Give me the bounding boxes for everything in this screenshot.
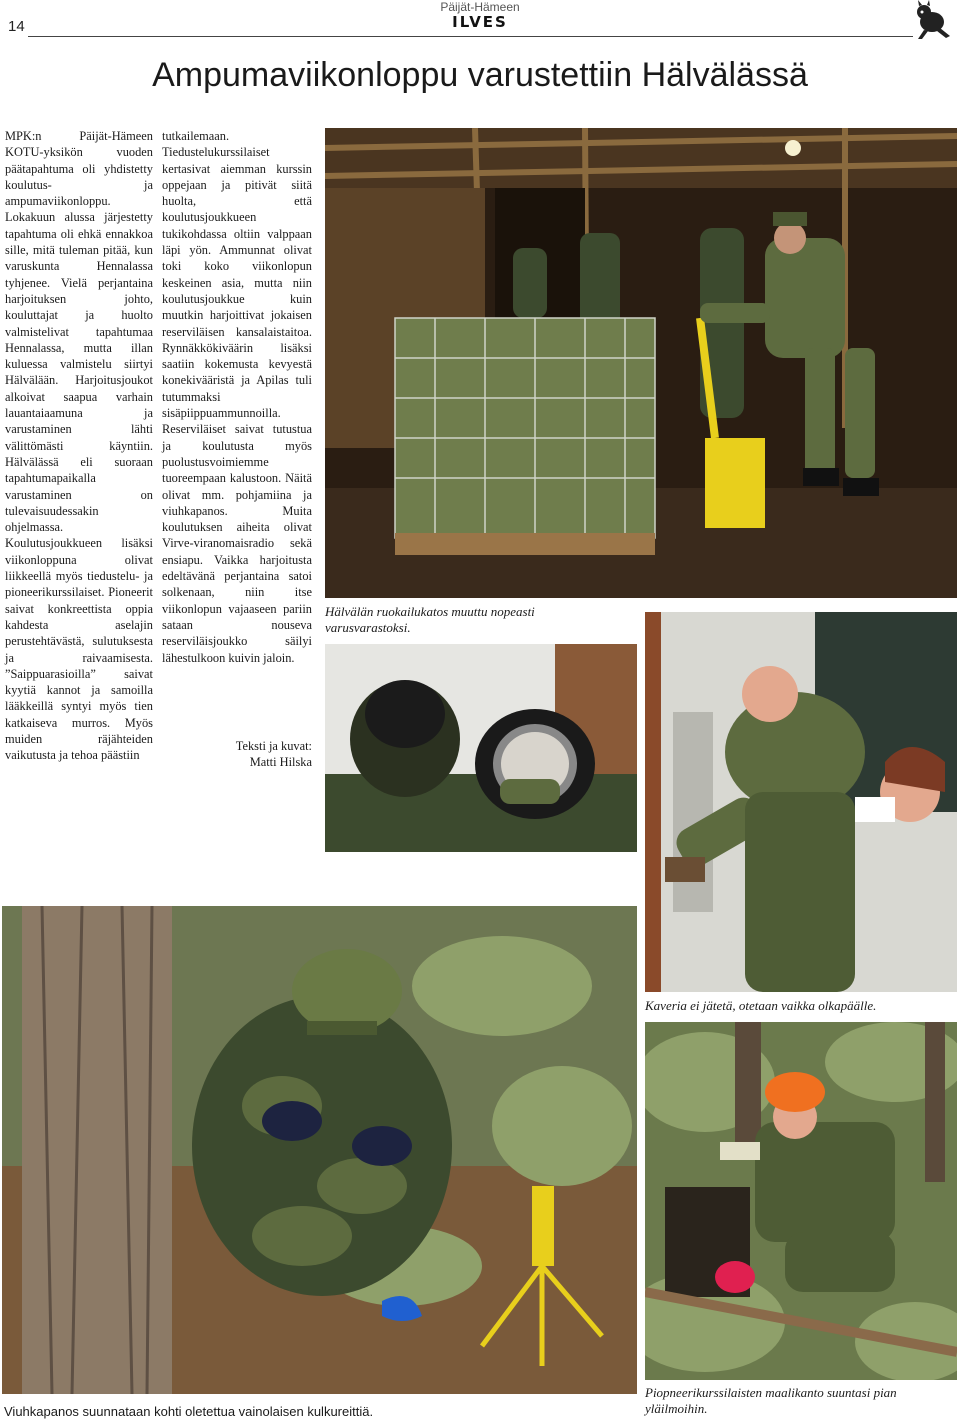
photo-shoulder-carry [645, 612, 957, 992]
photo-warehouse-pallet [325, 128, 957, 598]
article-column-1: MPK:n Päijät-Hämeen KOTU-yksikön vuoden päätapahtuma oli yhdistetty koulutus- ja ampumaviikonloppu. Lokakuun alussa järjestetty tapahtuma oli ehkä ennakkoa sille, mitä tuleman pitää, kun varuskunta Hennalassa tyhjenee. Vielä perjantaina harjoituksen johto, kouluttajat ja huolto valmistelivat tapahtumaa Hennalassa, mutta illan kuluessa valmistelu siirtyi Hälvälään. Harjoitusjoukot alkoivat saapua varhain lauantaiaamuna ja varustaminen lähti välittömästi käyntiin. Hälvälässä eli suoraan tapahtumapaikalla varustaminen on tulevaisuudessakin ohjelmassa. Koulutusjoukkueen lisäksi viikonloppuna olivat liikkeellä myös tiedustelu- ja pioneerikurssilaiset. Pioneerit saivat konkreettista oppia kahdesta aselajin perustehtävästä, sulutuksesta ja raivaamisesta. ”Saippuarasioilla” saivat kyytiä kannot ja samoilla lääkkeillä syntyi myös tien katkaiseva murros. Myös muiden räjähteiden vaikutusta ja tehoa päästiin [5, 129, 153, 763]
caption-pioneer-stump: Piopneerikurssilaisten maalikanto suuntasi pian yläilmoihin. [645, 1385, 897, 1416]
article-column-2: tutkailemaan. Tiedustelukurssilaiset kertasivat aiemman kurssin oppejaan ja pitivät siitä huolta, että koulutusjoukkueen tukikohdassa oltiin valppaan läpi yön. Ammunnat olivat toki koko viikonlopun keskeinen asia, mutta niin koulutusjoukkue kuin muutkin harjoittivat jokaisen reserviläisen kansalaistaitoa. Rynnäkkökiväärin lisäksi saatiin kokemusta kevyestä konekivääristä ja Apilas tuli tutummaksi sisäpiippuammunnoilla. Reserviläiset saivat tutustua ja koulutusta myös puolustusvoimiemme tuoreempaan kalustoon. Näitä olivat mm. pohjamiina ja viuhkapanos. Muita koulutuksen aiheita olivat Virve-viranomaisradio sekä ensiapu. Vaikka harjoitusta edeltävänä perjantaina satoi solkenaan, niin itse viikonlopun vajaaseen pariin sataan nouseva reserviläisjoukko säilyi lähestulkoon kuivin jaloin. [162, 129, 312, 665]
publication-region: Päijät-Hämeen [440, 0, 520, 14]
caption-viuhkapanos: Viuhkapanos suunnataan kohti oletettua vainolaisen kulkureittiä. [4, 1404, 374, 1419]
page-number: 14 [8, 18, 25, 35]
caption-warehouse: Hälvälän ruokailukatos muuttu nopeasti varusvarastoksi. [325, 604, 535, 635]
byline-author: Matti Hilska [249, 755, 312, 770]
publication-name: ILVES [452, 13, 508, 31]
byline-label: Teksti ja kuvat: [235, 739, 312, 753]
photo-viuhkapanos [2, 906, 637, 1394]
header-rule [28, 36, 913, 37]
byline [162, 738, 312, 771]
caption-shoulder-carry: Kaveria ei jätetä, otetaan vaikka olkapäälle. [645, 998, 877, 1013]
article-headline: Ampumaviikonloppu varustettiin Hälvälässä [152, 56, 808, 94]
photo-pioneer-stump [645, 1022, 957, 1380]
photo-apilas [325, 644, 637, 852]
lynx-logo-icon [910, 0, 954, 40]
